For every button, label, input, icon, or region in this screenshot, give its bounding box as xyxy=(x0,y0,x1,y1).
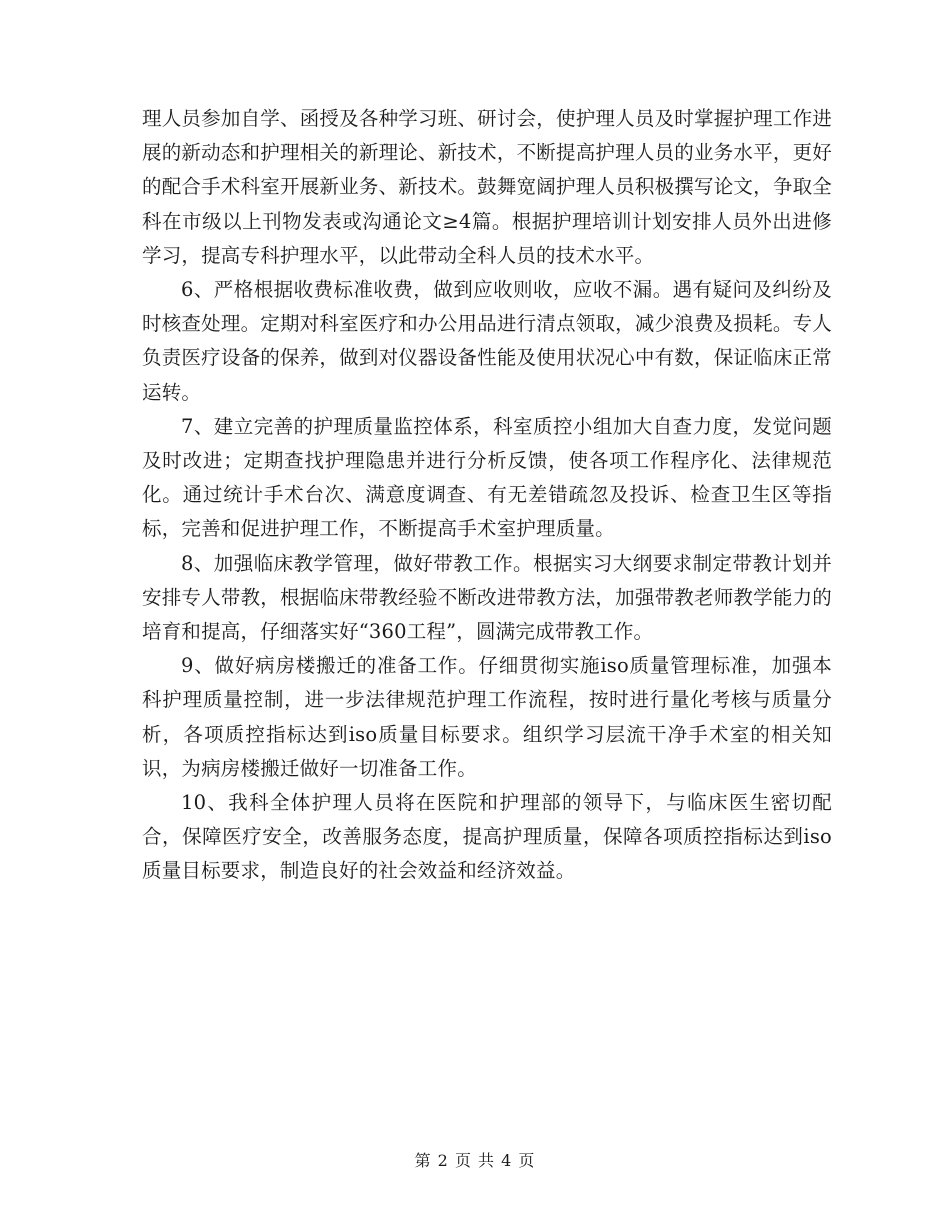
page-number-footer: 第 2 页 共 4 页 xyxy=(414,1151,536,1170)
paragraph-item-10: 10、我科全体护理人员将在医院和护理部的领导下，与临床医生密切配合，保障医疗安全，改善服务态度，提高护理质量，保障各项质控指标达到iso质量目标要求，制造良好的社会效益和经济效益。 xyxy=(142,791,832,883)
paragraph-item-8: 8、加强临床教学管理，做好带教工作。根据实习大纲要求制定带教计划并安排专人带教，根据临床带教经验不断改进带教方法，加强带教老师教学能力的培育和提高，仔细落实好“360工程”，圆满完成带教工作。 xyxy=(142,551,832,644)
document-body xyxy=(142,102,832,889)
paragraph-item-6: 6、严格根据收费标准收费，做到应收则收，应收不漏。遇有疑问及纠纷及时核查处理。定期对科室医疗和办公用品进行清点领取，减少浪费及损耗。专人负责医疗设备的保养，做到对仪器设备性能及使用状况心中有数，保证临床正常运转。 xyxy=(142,278,832,404)
paragraph-item-7: 7、建立完善的护理质量监控体系，科室质控小组加大自查力度，发觉问题及时改进；定期查找护理隐患并进行分析反馈，使各项工作程序化、法律规范化。通过统计手术台次、满意度调查、有无差错疏忽及投诉、检查卫生区等指标，完善和促进护理工作，不断提高手术室护理质量。 xyxy=(142,414,832,541)
paragraph-item-9: 9、做好病房楼搬迁的准备工作。仔细贯彻实施iso质量管理标准，加强本科护理质量控制，进一步法律规范护理工作流程，按时进行量化考核与质量分析，各项质控指标达到iso质量目标要求。组织学习层流干净手术室的相关知识，为病房楼搬迁做好一切准备工作。 xyxy=(142,654,832,780)
paragraph-continuation: 理人员参加自学、函授及各种学习班、研讨会，使护理人员及时掌握护理工作进展的新动态和护理相关的新理论、新技术，不断提高护理人员的业务水平，更好的配合手术科室开展新业务、新技术。鼓舞宽阔护理人员积极撰写论文，争取全科在市级以上刊物发表或沟通论文≥4篇。根据护理培训计划安排人员外出进修学习，提高专科护理水平，以此带动全科人员的技术水平。 xyxy=(142,107,832,267)
